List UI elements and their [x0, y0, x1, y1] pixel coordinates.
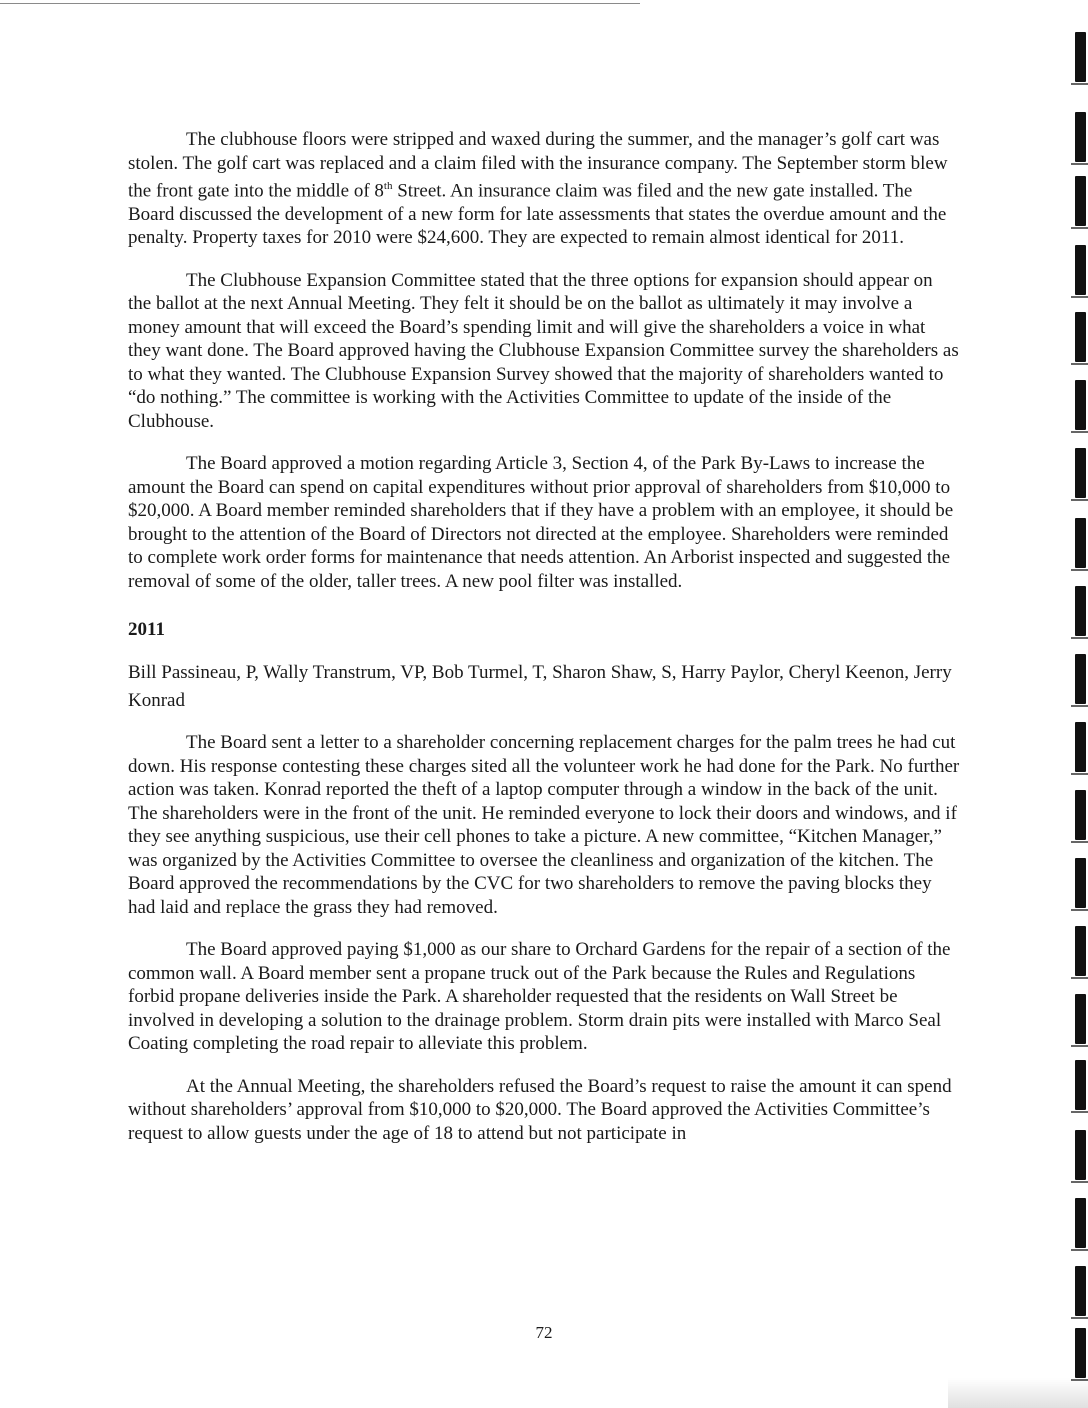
binding-hole [1075, 245, 1086, 295]
binding-hole [1075, 654, 1086, 704]
binding-hole [1075, 1060, 1086, 1110]
paragraph-bylaws-motion: The Board approved a motion regarding Article 3, Section 4, of the Park By-Laws to increase the amount the Board can spend on capital expenditures without prior approval of shareholders from $10,000 to $20,000. A Board member reminded shareholders that if they have a problem with an employee, it should be brought to the attention of the Board of Directors not directed at the employee. Shareholders were reminded to complete work order forms for maintenance that needs attention. An Arborist inspected and suggested the removal of some of the older, taller trees. A new pool filter was installed. [128, 453, 954, 592]
paragraph-palm-trees: The Board sent a letter to a shareholder concerning replacement charges for the palm trees he had cut down. His response contesting these charges sited all the volunteer work he had done for the Park. No further action was taken. Konrad reported the theft of a laptop computer through a window in the back of the unit. The shareholders were in the front of the unit. He reminded everyone to lock their doors and windows, and if they see anything suspicious, use their cell phones to take a picture. A new committee, “Kitchen Manager,” was organized by the Activities Committee to oversee the cleanliness and organization of the kitchen. The Board approved the recommendations by the CVC for two shareholders to remove the paving blocks they had laid and replace the grass they had removed. [128, 732, 960, 918]
spiral-binding [1068, 30, 1088, 1408]
page-number: 72 [535, 1323, 553, 1342]
binding-hole [1075, 1198, 1086, 1248]
binding-hole [1075, 32, 1086, 82]
year-heading: 2011 [128, 619, 165, 641]
binding-hole [1075, 994, 1086, 1044]
binding-hole [1075, 722, 1086, 772]
binding-hole [1075, 380, 1086, 430]
paragraph-common-wall: The Board approved paying $1,000 as our share to Orchard Gardens for the repair of a section of the common wall. A Board member sent a propane truck out of the Park because the Rules and Regulations forbid propane deliveries inside the Park. A shareholder requested that the residents on Wall Street be involved in developing a solution to the drainage problem. Storm drain pits were installed with Marco Seal Coating completing the road repair to alleviate this problem. [128, 939, 951, 1055]
binding-hole [1075, 858, 1086, 908]
binding-hole [1075, 518, 1086, 568]
binding-hole [1075, 926, 1086, 976]
binding-hole [1075, 176, 1086, 226]
top-scan-rule [0, 3, 640, 4]
binding-hole [1075, 790, 1086, 840]
paragraph-annual-meeting: At the Annual Meeting, the shareholders refused the Board’s request to raise the amount it can spend without shareholders’ approval from $10,000 to $20,000. The Board approved the Activities Committee’s request to allow guests under the age of 18 to attend but not participate in [128, 1075, 952, 1144]
paragraph-clubhouse-expansion: The Clubhouse Expansion Committee stated that the three options for expansion should appear on the ballot at the next Annual Meeting. They felt it should be on the ballot as ultimately it may involve a money amount that will exceed the Board’s spending limit and will give the shareholders a voice in what they want done. The Board approved having the Clubhouse Expansion Committee survey the shareholders as to what they wanted. The Clubhouse Expansion Survey showed that the majority of shareholders wanted to “do nothing.” The committee is working with the Activities Committee to update of the inside of the Clubhouse. [128, 269, 959, 432]
binding-hole [1075, 312, 1086, 362]
binding-hole [1075, 1130, 1086, 1180]
binding-hole [1075, 586, 1086, 636]
binding-hole [1075, 1266, 1086, 1316]
page-edge-shadow [948, 1378, 1088, 1408]
binding-hole [1075, 112, 1086, 162]
binding-hole [1075, 1328, 1086, 1378]
board-members-list: Bill Passineau, P, Wally Transtrum, VP, Bob Turmel, T, Sharon Shaw, S, Harry Paylor, Cheryl Keenon, Jerry Konrad [128, 662, 952, 712]
paragraph-clubhouse-floors: The clubhouse floors were stripped and waxed during the summer, and the manager’s golf cart was stolen. The golf cart was replaced and a claim filed with the insurance company. The September storm blew the front gate into the middle of 8th Street. An insurance claim was filed and the new gate installed. The Board discussed the development of a new form for late assessments that states the overdue amount and the penalty. Property taxes for 2010 were $24,600. They are expected to remain almost identical for 2011. [128, 129, 948, 249]
document-page [128, 128, 960, 1164]
binding-hole [1075, 448, 1086, 498]
